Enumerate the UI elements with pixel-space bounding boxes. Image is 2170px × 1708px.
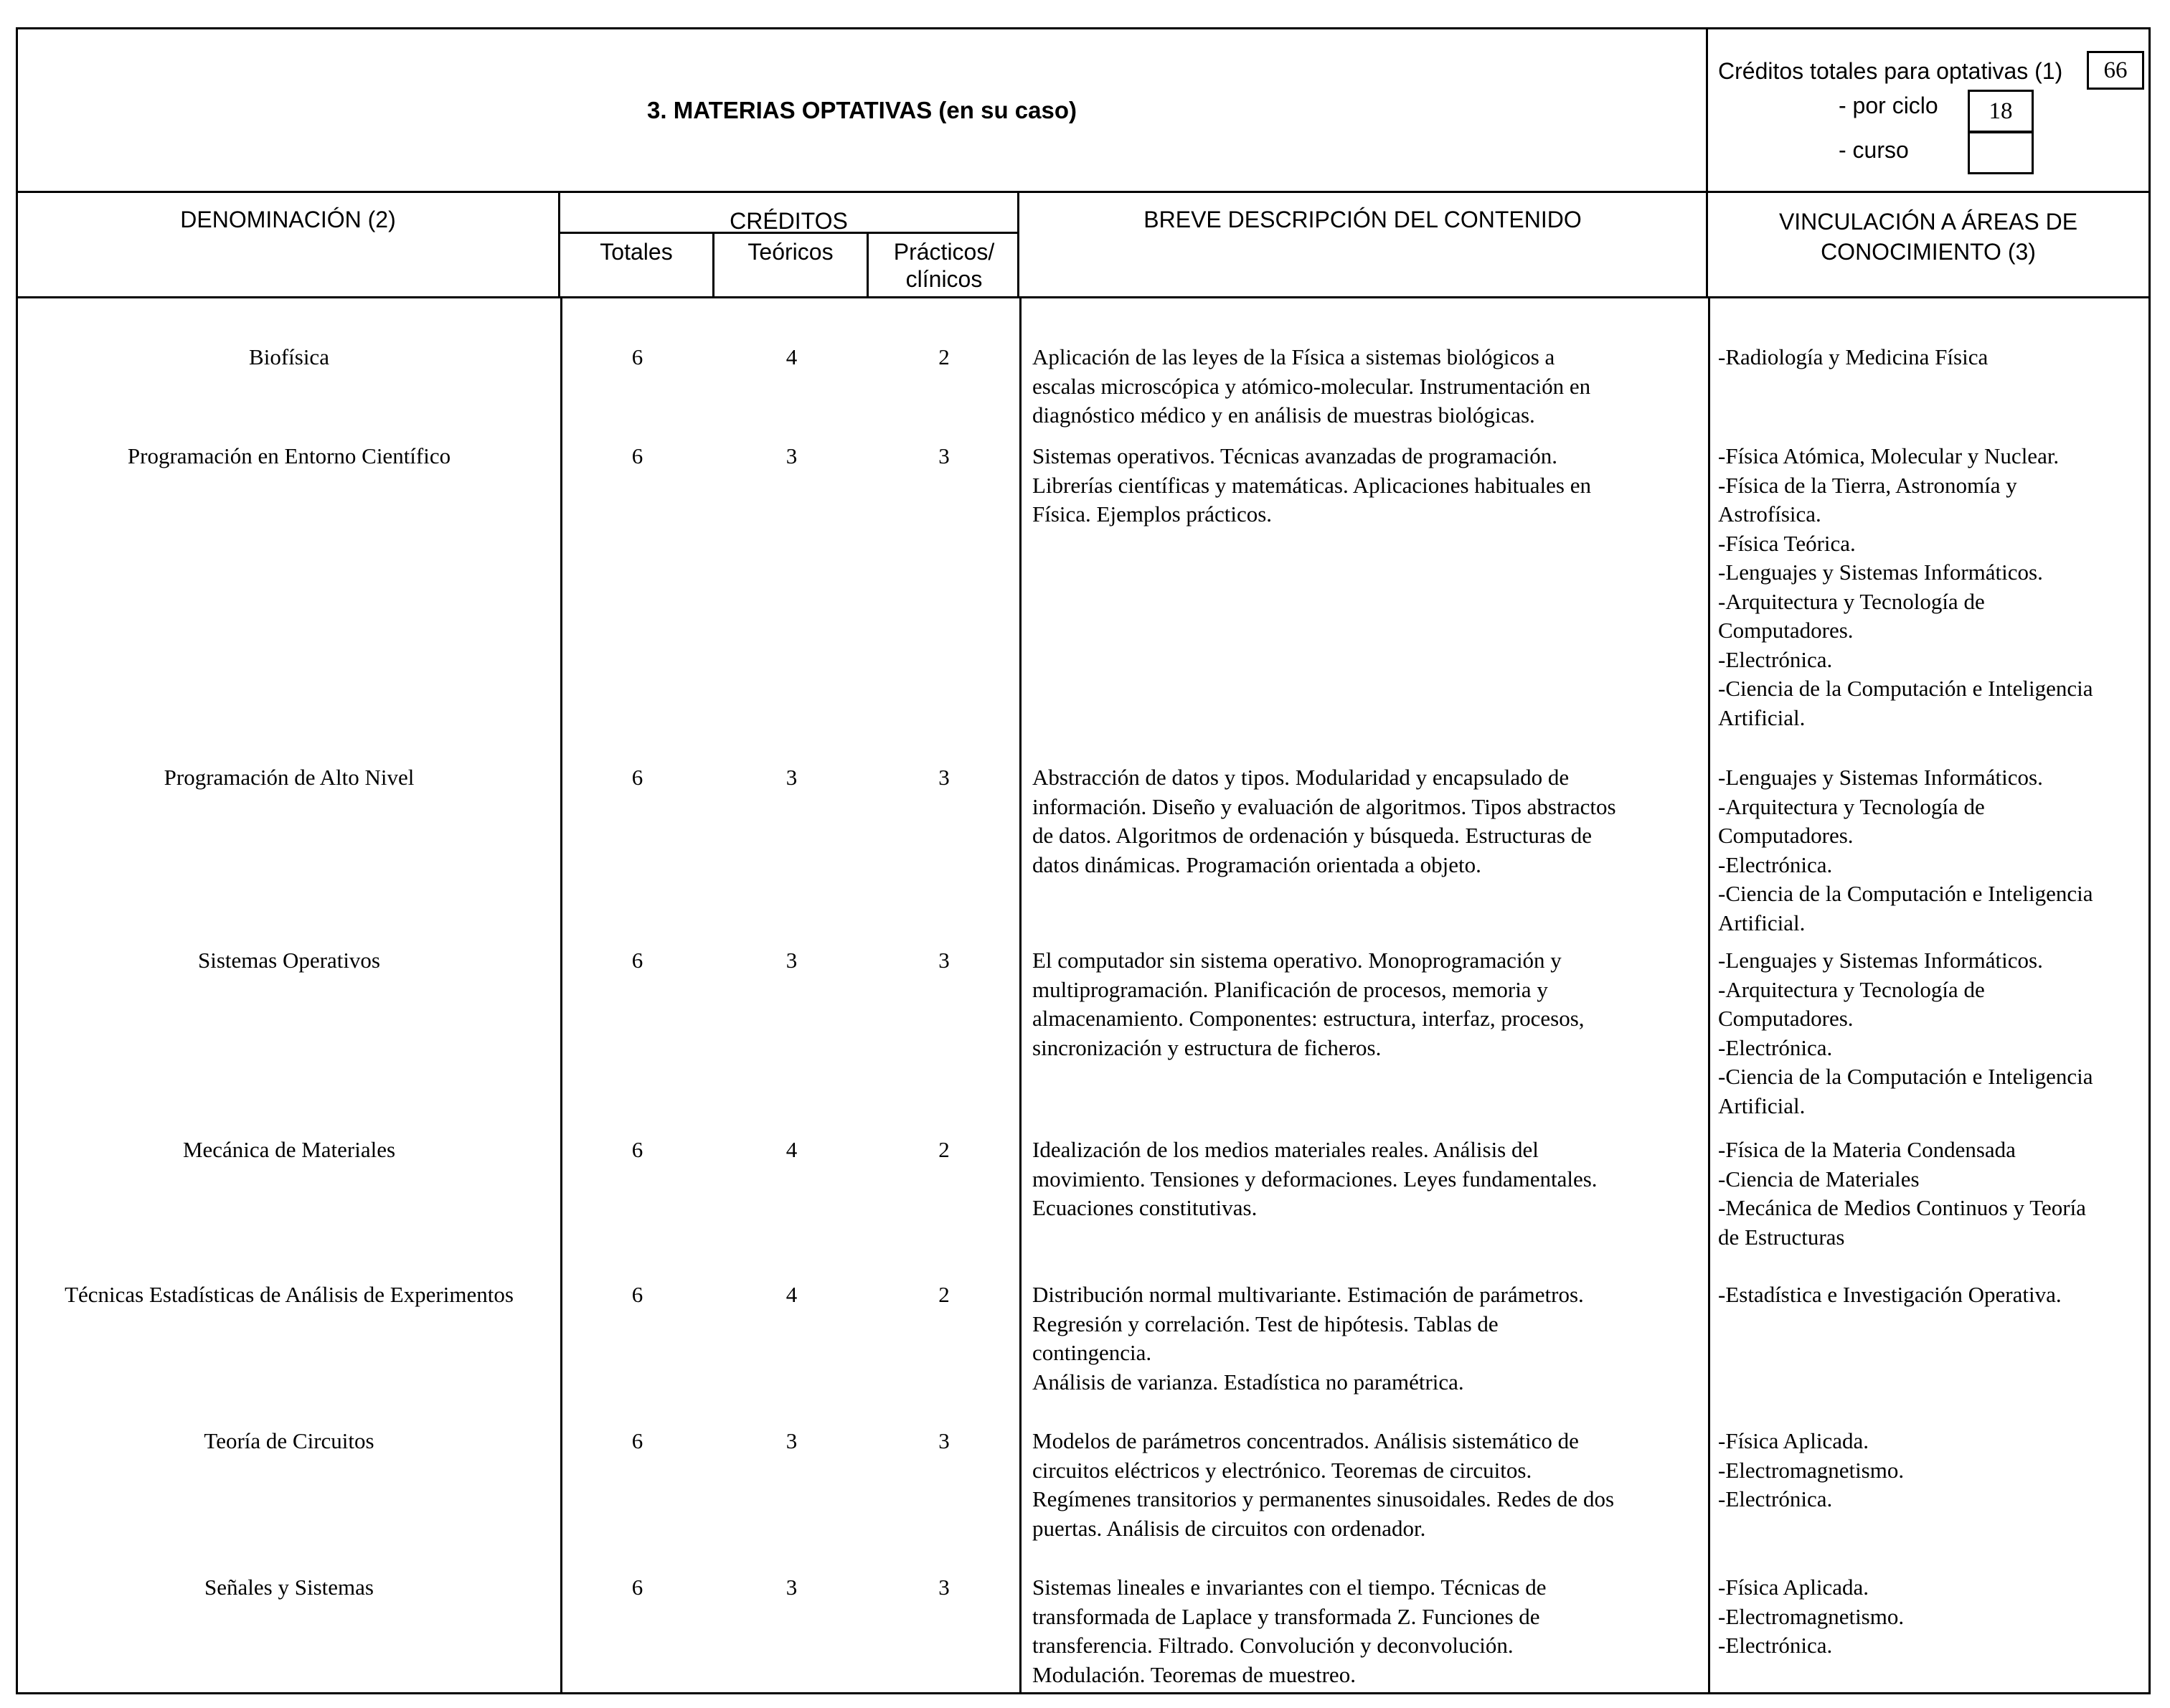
credits-total: 6: [631, 1428, 643, 1453]
knowledge-areas: [1718, 442, 2148, 732]
subject-description: [1032, 1573, 1703, 1689]
area-line: -Radiología y Medicina Física: [1718, 344, 1989, 369]
description-line: almacenamiento. Componentes: estructura, interfaz, procesos,: [1032, 1006, 1585, 1031]
description-line: Análisis de varianza. Estadística no paramétrica.: [1032, 1369, 1464, 1395]
description-line: Distribución normal multivariante. Estimación de parámetros.: [1032, 1282, 1584, 1307]
description-line: escalas microscópica y atómico-molecular. Instrumentación en: [1032, 373, 1591, 399]
credits-theory: 4: [786, 1282, 798, 1307]
subject-description: [1032, 343, 1703, 430]
area-line: -Electromagnetismo.: [1718, 1457, 1905, 1483]
area-line: -Electrónica.: [1718, 1034, 1833, 1060]
credits-practice: 3: [938, 948, 950, 973]
description-line: diagnóstico médico y en análisis de muestras biológicas.: [1032, 402, 1535, 428]
per-cycle-label: - por ciclo: [1839, 93, 1938, 118]
col-totales: Totales: [560, 234, 714, 296]
area-line: -Electromagnetismo.: [1718, 1603, 1905, 1629]
subject-description: [1032, 1280, 1703, 1397]
col-creditos-group: [560, 191, 1019, 296]
subject-name: Señales y Sistemas: [204, 1575, 374, 1600]
subject-name: Técnicas Estadísticas de Análisis de Experimentos: [65, 1282, 514, 1307]
course-box: [1968, 131, 2034, 174]
area-line: -Electrónica.: [1718, 646, 1833, 672]
credits-theory: 3: [786, 1575, 798, 1600]
area-line: -Arquitectura y Tecnología de: [1718, 976, 1985, 1002]
section-title: 3. MATERIAS OPTATIVAS (en su caso): [18, 29, 1708, 191]
credits-total: 6: [631, 1282, 643, 1307]
area-line: -Lenguajes y Sistemas Informáticos.: [1718, 560, 2043, 585]
description-line: sincronización y estructura de ficheros.: [1032, 1034, 1382, 1060]
description-line: Física. Ejemplos prácticos.: [1032, 501, 1273, 527]
credits-total: 6: [631, 1137, 643, 1162]
total-credits-label: Créditos totales para optativas (1): [1718, 58, 2063, 84]
credits-theory: 3: [786, 443, 798, 468]
credits-practice: 2: [938, 1282, 950, 1307]
credits-practice: 3: [938, 1575, 950, 1600]
description-line: Sistemas operativos. Técnicas avanzadas de programación.: [1032, 443, 1557, 468]
credits-total: 6: [631, 1575, 643, 1600]
description-line: Librerías científicas y matemáticas. Aplicaciones habituales en: [1032, 472, 1591, 498]
col-teoricos: Teóricos: [714, 234, 869, 296]
area-line: -Mecánica de Medios Continuos y Teoría: [1718, 1195, 2086, 1220]
credits-practice: 2: [938, 1137, 950, 1162]
knowledge-areas: [1718, 343, 2148, 372]
area-line: -Ciencia de la Computación e Inteligencia: [1718, 881, 2093, 906]
area-line: Computadores.: [1718, 823, 1854, 848]
credits-theory: 4: [786, 344, 798, 369]
area-line: -Ciencia de Materiales: [1718, 1166, 1920, 1192]
subject-name: Programación en Entorno Científico: [127, 443, 451, 468]
total-credits-box: 66: [2087, 51, 2144, 90]
area-line: Computadores.: [1718, 1006, 1854, 1031]
area-line: -Ciencia de la Computación e Inteligencia: [1718, 676, 2093, 701]
col-vinculacion-line2: CONOCIMIENTO (3): [1821, 239, 2036, 265]
column-headers: [18, 191, 2148, 298]
description-line: El computador sin sistema operativo. Monoprogramación y: [1032, 948, 1562, 973]
area-line: -Electrónica.: [1718, 1486, 1833, 1511]
area-line: -Física Atómica, Molecular y Nuclear.: [1718, 443, 2060, 468]
area-line: -Arquitectura y Tecnología de: [1718, 588, 1985, 614]
col-vinculacion: [1708, 191, 2148, 296]
area-line: Artificial.: [1718, 704, 1806, 730]
subjects-table-body: [18, 298, 2148, 1692]
subject-description: [1032, 946, 1703, 1062]
per-cycle-box: 18: [1968, 90, 2034, 133]
description-line: Regímenes transitorios y permanentes sinusoidales. Redes de dos: [1032, 1486, 1615, 1511]
description-line: información. Diseño y evaluación de algoritmos. Tipos abstractos: [1032, 793, 1616, 819]
description-line: datos dinámicas. Programación orientada a objeto.: [1032, 851, 1481, 877]
description-line: puertas. Análisis de circuitos con ordenador.: [1032, 1515, 1426, 1541]
area-line: -Estadística e Investigación Operativa.: [1718, 1282, 2062, 1307]
column-divider: [1019, 298, 1022, 1692]
area-line: Artificial.: [1718, 910, 1806, 935]
subject-name: Mecánica de Materiales: [182, 1137, 396, 1162]
credits-total: 6: [631, 344, 643, 369]
knowledge-areas: [1718, 1573, 2148, 1661]
subject-description: [1032, 442, 1703, 529]
description-line: Abstracción de datos y tipos. Modularidad y encapsulado de: [1032, 765, 1570, 790]
credits-total: 6: [631, 765, 643, 790]
subject-name: Teoría de Circuitos: [204, 1428, 374, 1453]
description-line: de datos. Algoritmos de ordenación y búsqueda. Estructuras de: [1032, 823, 1592, 848]
subject-description: [1032, 1427, 1703, 1543]
area-line: -Física Teórica.: [1718, 530, 1856, 556]
description-line: Ecuaciones constitutivas.: [1032, 1195, 1258, 1220]
area-line: -Lenguajes y Sistemas Informáticos.: [1718, 948, 2043, 973]
column-divider: [1708, 298, 1710, 1692]
subject-description: [1032, 1136, 1703, 1223]
col-practicos-line2: clínicos: [905, 266, 983, 292]
knowledge-areas: [1718, 763, 2148, 938]
credits-practice: 3: [938, 1428, 950, 1453]
description-line: Modelos de parámetros concentrados. Análisis sistemático de: [1032, 1428, 1579, 1453]
optional-subjects-form: [16, 27, 2151, 1694]
area-line: -Electrónica.: [1718, 851, 1833, 877]
credits-theory: 3: [786, 948, 798, 973]
col-practicos-line1: Prácticos/: [893, 239, 995, 265]
credits-total: 6: [631, 443, 643, 468]
area-line: Computadores.: [1718, 618, 1854, 643]
knowledge-areas: [1718, 1280, 2148, 1310]
credits-practice: 3: [938, 765, 950, 790]
description-line: circuitos eléctricos y electrónico. Teoremas de circuitos.: [1032, 1457, 1532, 1483]
course-label: - curso: [1839, 137, 1909, 163]
area-line: de Estructuras: [1718, 1224, 1845, 1250]
credits-practice: 2: [938, 344, 950, 369]
knowledge-areas: [1718, 946, 2148, 1120]
knowledge-areas: [1718, 1427, 2148, 1514]
col-vinculacion-line1: VINCULACIÓN A ÁREAS DE: [1778, 209, 2078, 235]
form-header: [18, 29, 2148, 193]
description-line: transferencia. Filtrado. Convolución y deconvolución.: [1032, 1633, 1514, 1658]
area-line: -Electrónica.: [1718, 1633, 1833, 1658]
subject-description: [1032, 763, 1703, 879]
subject-name: Sistemas Operativos: [198, 948, 380, 973]
credits-summary: [1708, 29, 2148, 191]
description-line: movimiento. Tensiones y deformaciones. Leyes fundamentales.: [1032, 1166, 1598, 1192]
area-line: -Física Aplicada.: [1718, 1575, 1869, 1600]
knowledge-areas: [1718, 1136, 2148, 1252]
credits-practice: 3: [938, 443, 950, 468]
area-line: Astrofísica.: [1718, 501, 1821, 527]
description-line: Regresión y correlación. Test de hipótesis. Tablas de: [1032, 1311, 1499, 1336]
area-line: -Arquitectura y Tecnología de: [1718, 793, 1985, 819]
area-line: -Lenguajes y Sistemas Informáticos.: [1718, 765, 2043, 790]
area-line: -Física de la Tierra, Astronomía y: [1718, 472, 2017, 498]
col-practicos: [869, 234, 1019, 296]
description-line: Modulación. Teoremas de muestreo.: [1032, 1661, 1356, 1687]
area-line: Artificial.: [1718, 1093, 1806, 1118]
description-line: Sistemas lineales e invariantes con el tiempo. Técnicas de: [1032, 1575, 1547, 1600]
description-line: contingencia.: [1032, 1340, 1152, 1365]
credits-total: 6: [631, 948, 643, 973]
credits-theory: 3: [786, 765, 798, 790]
area-line: -Ciencia de la Computación e Inteligencia: [1718, 1064, 2093, 1089]
description-line: multiprogramación. Planificación de procesos, memoria y: [1032, 976, 1548, 1002]
subject-name: Biofísica: [249, 344, 329, 369]
col-denominacion: DENOMINACIÓN (2): [18, 191, 560, 296]
col-descripcion: BREVE DESCRIPCIÓN DEL CONTENIDO: [1019, 191, 1708, 296]
description-line: Aplicación de las leyes de la Física a sistemas biológicos a: [1032, 344, 1555, 369]
description-line: transformada de Laplace y transformada Z. Funciones de: [1032, 1603, 1540, 1629]
credits-theory: 4: [786, 1137, 798, 1162]
col-creditos: CRÉDITOS: [560, 191, 1017, 234]
description-line: Idealización de los medios materiales reales. Análisis del: [1032, 1137, 1539, 1162]
subject-name: Programación de Alto Nivel: [164, 765, 415, 790]
column-divider: [560, 298, 562, 1692]
area-line: -Física Aplicada.: [1718, 1428, 1869, 1453]
credits-theory: 3: [786, 1428, 798, 1453]
area-line: -Física de la Materia Condensada: [1718, 1137, 2016, 1162]
